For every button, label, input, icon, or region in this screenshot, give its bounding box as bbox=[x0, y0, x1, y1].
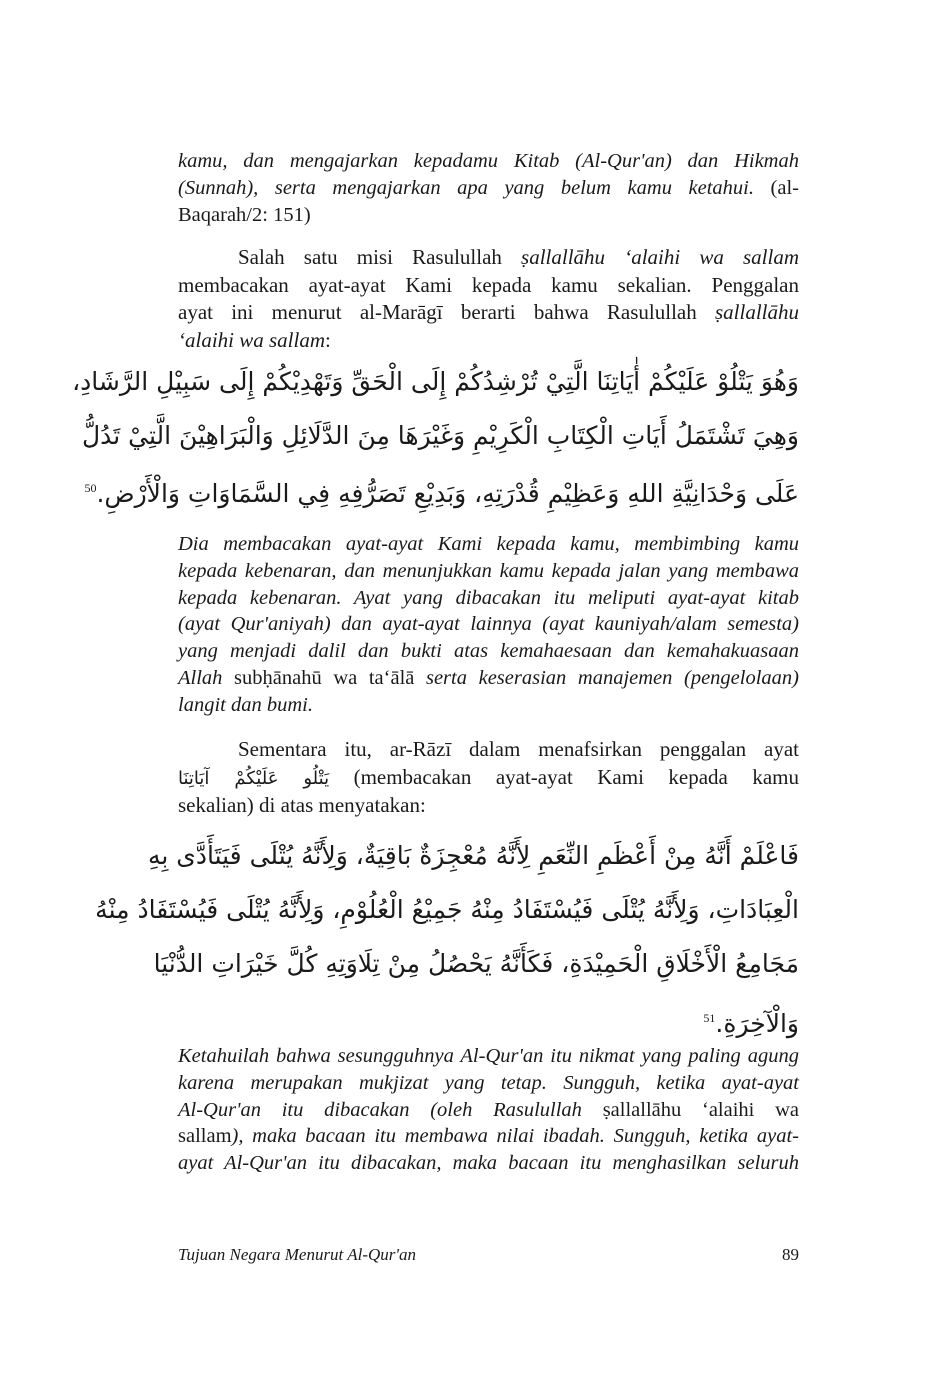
paragraph-razi-intro bbox=[178, 736, 799, 820]
text-line bbox=[72, 355, 799, 409]
text-segment: ṣallallāhu ‘alaihi wa bbox=[602, 1098, 799, 1121]
running-title: Tujuan Negara Menurut Al-Qur'an bbox=[178, 1245, 417, 1264]
footnote-ref: 50 bbox=[84, 481, 97, 495]
text-line bbox=[178, 792, 799, 820]
text-line bbox=[178, 1097, 799, 1124]
text-line bbox=[178, 558, 799, 585]
text-segment: ayat Al-Qur'an itu dibacakan, maka bacaan itu menghasilkan seluruh bbox=[178, 1152, 799, 1175]
text-line bbox=[178, 272, 799, 300]
text-line bbox=[178, 736, 799, 764]
text-segment: ), maka bacaan itu membawa nilai ibadah. Sungguh, ketika ayat- bbox=[231, 1125, 799, 1148]
text-line bbox=[178, 991, 799, 1051]
text-line bbox=[95, 883, 799, 937]
arabic-inline: يَتْلُو عَلَيْكُمْ آيَاتِنَا bbox=[178, 767, 330, 789]
text-segment: Baqarah/2: 151) bbox=[178, 204, 311, 226]
text-line bbox=[178, 764, 799, 793]
text-segment: Al-Qur'an itu dibacakan (oleh Rasulullah bbox=[178, 1098, 603, 1121]
text-segment: وَهِيَ تَشْتَمَلُ أَيَاتِ الْكِتَابِ الْكَرِيْمِ وَغَيْرَهَا مِنَ الدَّلَائِلِ وَالْبَرَاهِيْنَ الَّتِيْ تَدُلُّ bbox=[81, 420, 799, 450]
text-segment: Salah satu misi Rasulullah bbox=[238, 245, 522, 269]
paragraph-translation-maragi bbox=[178, 531, 799, 719]
text-line bbox=[178, 202, 799, 229]
text-line bbox=[178, 148, 799, 175]
text-segment: مَجَامِعُ الْأَخْلَاقِ الْحَمِيْدَةِ، فَكَأَنَّهُ يَحْصُلُ مِنْ تِلَاوَتِهِ كُلَّ خَيْرَاتِ الدُّنْيَا bbox=[153, 949, 799, 978]
paragraph-quran-translation-baqarah bbox=[178, 148, 799, 229]
text-segment: Ketahuilah bahwa sesungguhnya Al-Qur'an itu nikmat yang paling agung bbox=[178, 1045, 799, 1067]
text-line bbox=[178, 327, 799, 355]
text-line bbox=[153, 937, 799, 991]
text-segment: Sementara itu, ar-Rāzī dalam menafsirkan penggalan ayat bbox=[238, 737, 799, 761]
text-segment: sallam bbox=[178, 1125, 232, 1148]
text-segment: ‘alaihi wa sallam bbox=[178, 327, 326, 352]
text-segment: : bbox=[325, 327, 331, 352]
text-segment: kamu, dan mengajarkan kepadamu Kitab (Al-Qur'an) dan Hikmah bbox=[178, 150, 799, 172]
text-line bbox=[84, 462, 799, 521]
text-segment: ṣallallāhu ‘alaihi wa sallam bbox=[521, 245, 799, 269]
text-segment: serta keserasian manajemen (pengelolaan) bbox=[425, 666, 800, 689]
page-footer bbox=[178, 1245, 799, 1265]
text-segment: kepada kebenaran, dan menunjukkan kamu kepada jalan yang membawa bbox=[178, 559, 799, 582]
arabic-quote-razi bbox=[95, 829, 799, 1051]
text-segment: kepada kebenaran. Ayat yang dibacakan itu meliputi ayat-ayat kitab bbox=[178, 586, 799, 609]
text-line bbox=[178, 244, 799, 272]
text-segment: (Sunnah), serta mengajarkan apa yang belum kamu ketahui. bbox=[178, 177, 754, 199]
text-segment: ṣallallāhu bbox=[714, 300, 799, 324]
text-segment: عَلَى وَحْدَانِيَّةِ اللهِ وَعَظِيْمِ قُدْرَتِهِ، وَبَدِيْعِ تَصَرُّفِهِ فِي السَّمَاوَاتِ وَالْأَرْضِ. bbox=[96, 479, 799, 508]
text-line bbox=[178, 665, 799, 692]
text-line bbox=[178, 1123, 799, 1150]
text-line bbox=[178, 299, 799, 327]
text-line bbox=[178, 692, 799, 719]
text-line bbox=[178, 585, 799, 612]
text-segment: (ayat Qur'aniyah) dan ayat-ayat lainnya (ayat kauniyah/alam semesta) bbox=[178, 613, 799, 636]
text-line bbox=[178, 611, 799, 638]
text-segment: (membacakan ayat-ayat Kami kepada kamu bbox=[329, 764, 799, 789]
text-segment: ayat ini menurut al-Marāgī berarti bahwa Rasulullah bbox=[178, 300, 715, 324]
text-segment: فَاعْلَمْ أَنَّهُ مِنْ أَعْظَمِ النِّعَمِ لِأَنَّهُ مُعْجِزَةٌ بَاقِيَةٌ، وَلِأَنَّهُ يُتْلَى فَيَتَأَدَّى بِهِ bbox=[147, 841, 799, 870]
footnote-ref: 51 bbox=[703, 1011, 716, 1025]
text-segment: وَالْآخِرَةِ. bbox=[715, 1009, 799, 1038]
text-line bbox=[81, 409, 799, 463]
text-segment: (al- bbox=[753, 177, 799, 199]
text-segment: وَهُوَ يَتْلُوْ عَلَيْكُمْ أٰيَاتِنَا الَّتِيْ تُرْشِدُكُمْ إِلَى الْحَقِّ وَتَهْدِيْكُمْ إِلَى سَبِيْلِ الرَّشَادِ، bbox=[72, 367, 799, 396]
text-line bbox=[178, 1070, 799, 1097]
text-segment: الْعِبَادَاتِ، وَلِأَنَّهُ يُتْلَى فَيُسْتَفَادُ مِنْهُ جَمِيْعُ الْعُلُوْمِ، وَلِأَنَّهُ يُتْلَى فَيُسْتَفَادُ مِنْهُ bbox=[95, 895, 799, 924]
text-segment: Dia membacakan ayat-ayat Kami kepada kamu, membimbing kamu bbox=[178, 533, 799, 555]
arabic-quote-maragi bbox=[72, 355, 799, 521]
text-line bbox=[178, 638, 799, 665]
text-line bbox=[178, 531, 799, 558]
text-segment: langit dan bumi. bbox=[178, 693, 313, 716]
text-segment: subḥānahū wa ta‘ālā bbox=[222, 666, 426, 689]
paragraph-translation-razi bbox=[178, 1043, 799, 1177]
text-segment: sekalian) di atas menyatakan: bbox=[178, 793, 426, 817]
text-line bbox=[147, 829, 799, 883]
text-line bbox=[178, 1043, 799, 1070]
text-line bbox=[178, 175, 799, 202]
text-segment: karena merupakan mukjizat yang tetap. Sungguh, ketika ayat-ayat bbox=[178, 1071, 799, 1094]
text-segment: yang menjadi dalil dan bukti atas kemahaesaan dan kemahakuasaan bbox=[178, 640, 799, 663]
text-segment: Allah bbox=[178, 666, 223, 689]
text-line bbox=[178, 1150, 799, 1177]
page-number: 89 bbox=[782, 1245, 799, 1264]
text-segment: membacakan ayat-ayat Kami kepada kamu sekalian. Penggalan bbox=[178, 272, 799, 297]
paragraph-misi-rasulullah bbox=[178, 244, 799, 354]
